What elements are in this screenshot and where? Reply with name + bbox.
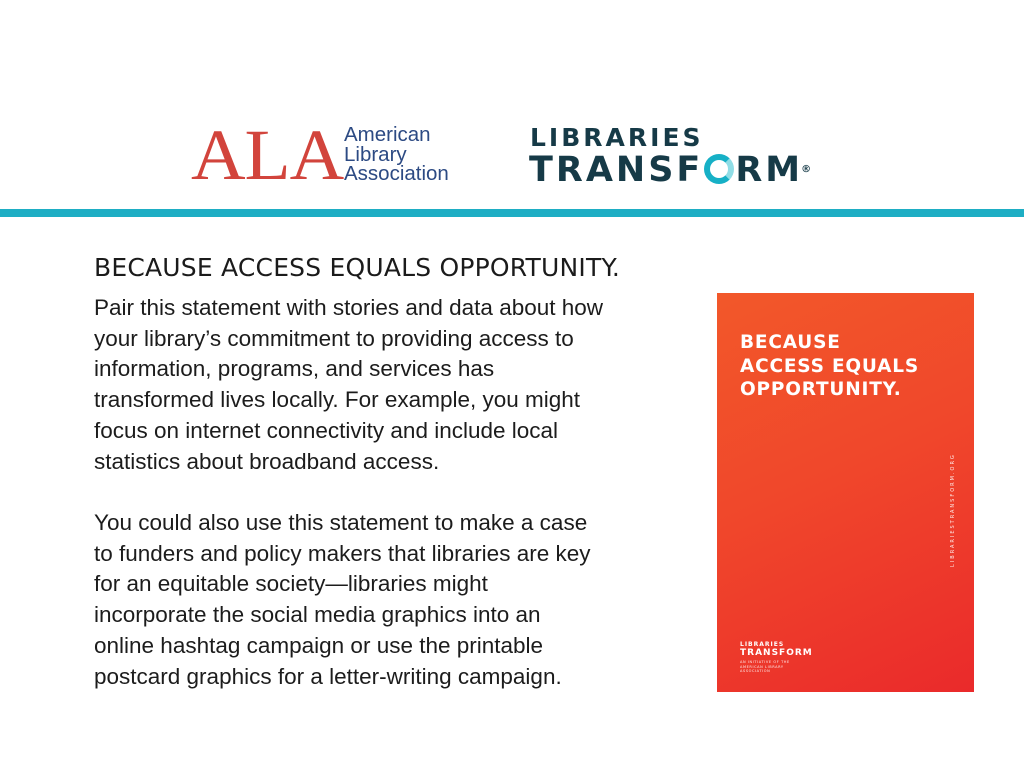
poster-image	[717, 293, 974, 692]
poster-logo-libraries: LIBRARIES	[740, 641, 785, 648]
poster-headline: BECAUSE ACCESS EQUALS OPPORTUNITY.	[740, 332, 920, 400]
ala-logo-wordmark	[344, 125, 449, 184]
lt-logo-transf: TRANSF	[529, 150, 704, 190]
lt-logo-o-ring-icon	[704, 154, 734, 184]
lt-logo-transform	[529, 151, 811, 189]
poster-side-url: LIBRARIESTRANSFORM.ORG	[950, 453, 956, 567]
body-paragraph-1: Pair this statement with stories and data about how your library’s commitment to providing access to information, programs, and services has transformed lives locally. For example, you might focus on internet connectivity and include local statistics about broadband access.	[94, 295, 604, 474]
ala-logo-word: Library	[344, 142, 407, 166]
registered-mark: ®	[801, 164, 812, 175]
poster-logo	[740, 641, 813, 674]
ala-logo-word: American	[344, 123, 431, 146]
ala-logo-word: Association	[344, 162, 449, 185]
page-heading: BECAUSE ACCESS EQUALS OPPORTUNITY.	[94, 253, 621, 282]
ala-logo-mark: ALA	[191, 115, 344, 195]
body-paragraph-2: You could also use this statement to make a case to funders and policy makers that libraries are key for an equitable society—libraries might incorporate the social media graphics into an online hashtag campaign or use the printable postcard graphics for a letter-writing campaign.	[94, 510, 591, 689]
header-divider	[0, 209, 1024, 217]
poster-logo-tagline: AN INITIATIVE OF THE AMERICAN LIBRARY ASSOCIATION	[740, 660, 790, 673]
poster-logo-transform: TRANSFORM	[740, 648, 813, 658]
lt-logo-rm: RM	[735, 150, 804, 190]
lt-logo-libraries: LIBRARIES	[530, 123, 704, 152]
